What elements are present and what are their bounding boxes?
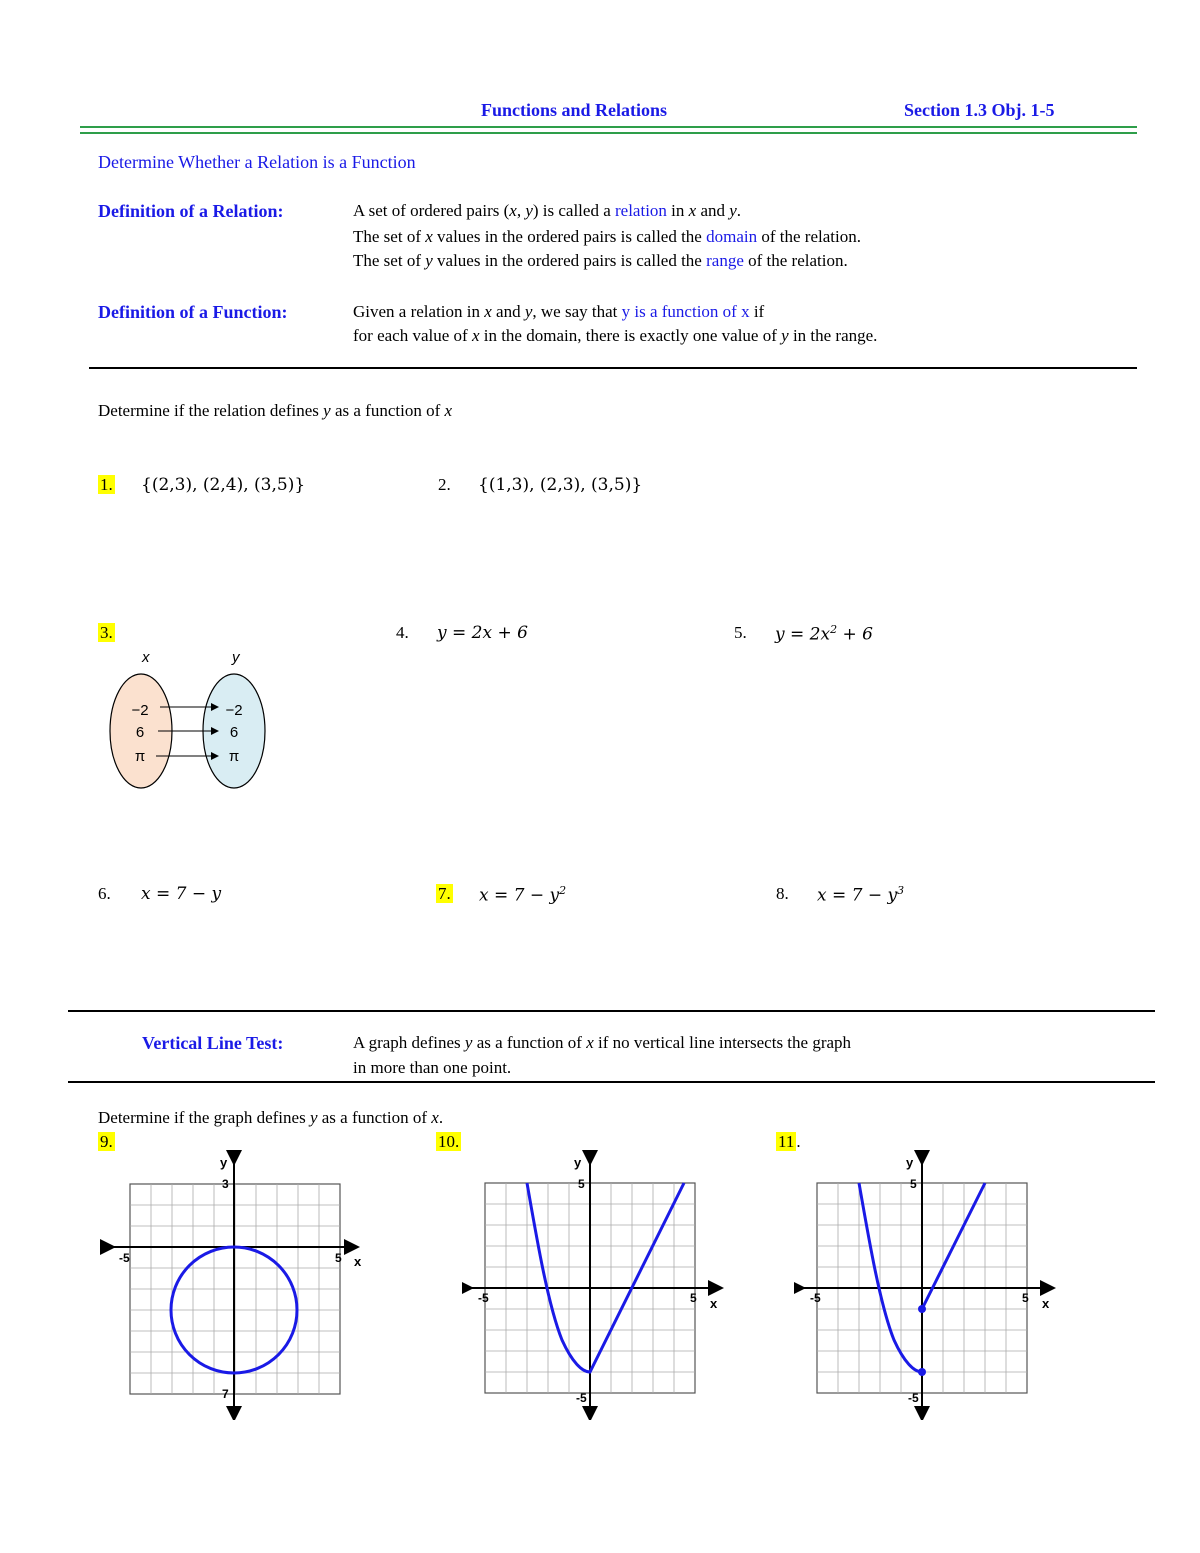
relation-def-line2: The set of x values in the ordered pairs is called the domain of the relation.: [353, 227, 861, 246]
graph-9-number: 9.: [100, 1132, 113, 1151]
graph-9-left-tick: -5: [119, 1251, 130, 1265]
problem-5-expression: $y = 2x^2 + 6$: [775, 623, 873, 645]
topic-heading: Determine Whether a Relation is a Function: [98, 152, 416, 172]
vlt-line2: in more than one point.: [353, 1058, 512, 1077]
section-divider-1: [89, 367, 1137, 369]
problem-7-expression: $x = 7 - y^2$: [479, 884, 567, 906]
graph-11-right-tick: 5: [1022, 1291, 1029, 1305]
graph-11-left-curve: [859, 1183, 922, 1372]
graph-9: [100, 1150, 380, 1420]
range-value-2: 6: [229, 724, 239, 741]
problem-6-number: 6.: [98, 884, 111, 903]
vlt-label: Vertical Line Test:: [142, 1033, 284, 1053]
section-label: Section 1.3 Obj. 1-5: [904, 100, 1055, 120]
instruction-relation: Determine if the relation defines y as a function of x: [98, 401, 453, 420]
range-value-3: π: [228, 748, 240, 765]
problem-6-expression: x = 7 − y: [141, 884, 222, 904]
header-rule-top: [80, 126, 1137, 128]
graph-10-left-tick: -5: [478, 1291, 489, 1305]
term-function: y is a function of x: [621, 302, 750, 321]
graph-9-y-label: y: [220, 1155, 228, 1170]
problem-3-number: 3.: [100, 623, 113, 642]
graph-9-right-tick: 5: [335, 1251, 342, 1265]
term-range: range: [706, 251, 744, 270]
domain-value-3: π: [134, 748, 146, 765]
term-relation: relation: [615, 201, 667, 220]
graph-10-curve: [527, 1183, 684, 1372]
page-title: Functions and Relations: [481, 100, 668, 120]
domain-value-2: 6: [135, 724, 145, 741]
graph-11-closed-point-high: [918, 1305, 926, 1313]
problem-2-expression: {(1,3), (2,3), (3,5)}: [478, 475, 643, 495]
problem-4-number: 4.: [396, 623, 409, 642]
header-rule-bottom: [80, 132, 1137, 134]
graph-10-number: 10.: [438, 1132, 460, 1151]
problem-1-expression: {(2,3), (2,4), (3,5)}: [141, 475, 306, 495]
term-domain: domain: [706, 227, 758, 246]
function-def-label: Definition of a Function:: [98, 302, 288, 322]
graph-11-number: 11 .: [778, 1132, 801, 1151]
graph-11-closed-point-low: [918, 1368, 926, 1376]
graph-11: [794, 1150, 1064, 1420]
vlt-rule-top: [68, 1010, 1155, 1012]
graph-10-x-label: x: [710, 1296, 718, 1311]
mapping-x-label: x: [142, 649, 150, 666]
function-def-line2: for each value of x in the domain, there is exactly one value of y in the range.: [353, 326, 878, 345]
graph-11-y-label: y: [906, 1155, 914, 1170]
vlt-line1: A graph defines y as a function of x if no vertical line intersects the graph: [353, 1033, 852, 1052]
graph-10-bottom-tick: -5: [576, 1391, 587, 1405]
graph-11-bottom-tick: -5: [908, 1391, 919, 1405]
problem-5-number: 5.: [734, 623, 747, 642]
function-def-line1: Given a relation in x and y, we say that y is a function of x if: [353, 302, 765, 321]
relation-def-line1: A set of ordered pairs (x, y) is called a relation in x and y.: [353, 201, 742, 220]
problem-4-expression: y = 2x + 6: [437, 623, 528, 643]
mapping-y-label: y: [232, 649, 240, 666]
graph-10-top-tick: 5: [578, 1177, 585, 1191]
problem-2-number: 2.: [438, 475, 451, 494]
graph-10-right-tick: 5: [690, 1291, 697, 1305]
graph-11-x-label: x: [1042, 1296, 1050, 1311]
graph-11-left-tick: -5: [810, 1291, 821, 1305]
problem-7-number: 7.: [438, 884, 451, 903]
mapping-diagram: [100, 645, 280, 795]
range-value-1: −2: [225, 702, 243, 719]
relation-def-label: Definition of a Relation:: [98, 201, 284, 221]
graph-10: [462, 1150, 732, 1420]
vlt-rule-bottom: [68, 1081, 1155, 1083]
graph-9-top-tick: 3: [222, 1177, 229, 1191]
problem-8-expression: $x = 7 - y^3$: [817, 884, 905, 906]
graph-9-bottom-tick: 7: [222, 1387, 229, 1401]
graph-11-top-tick: 5: [910, 1177, 917, 1191]
graph-10-y-label: y: [574, 1155, 582, 1170]
graph-9-x-label: x: [354, 1254, 362, 1269]
instruction-graph: Determine if the graph defines y as a function of x.: [98, 1108, 444, 1127]
problem-1-number: 1.: [100, 475, 113, 494]
domain-value-1: −2: [131, 702, 149, 719]
problem-8-number: 8.: [776, 884, 789, 903]
relation-def-line3: The set of y values in the ordered pairs is called the range of the relation.: [353, 251, 848, 270]
